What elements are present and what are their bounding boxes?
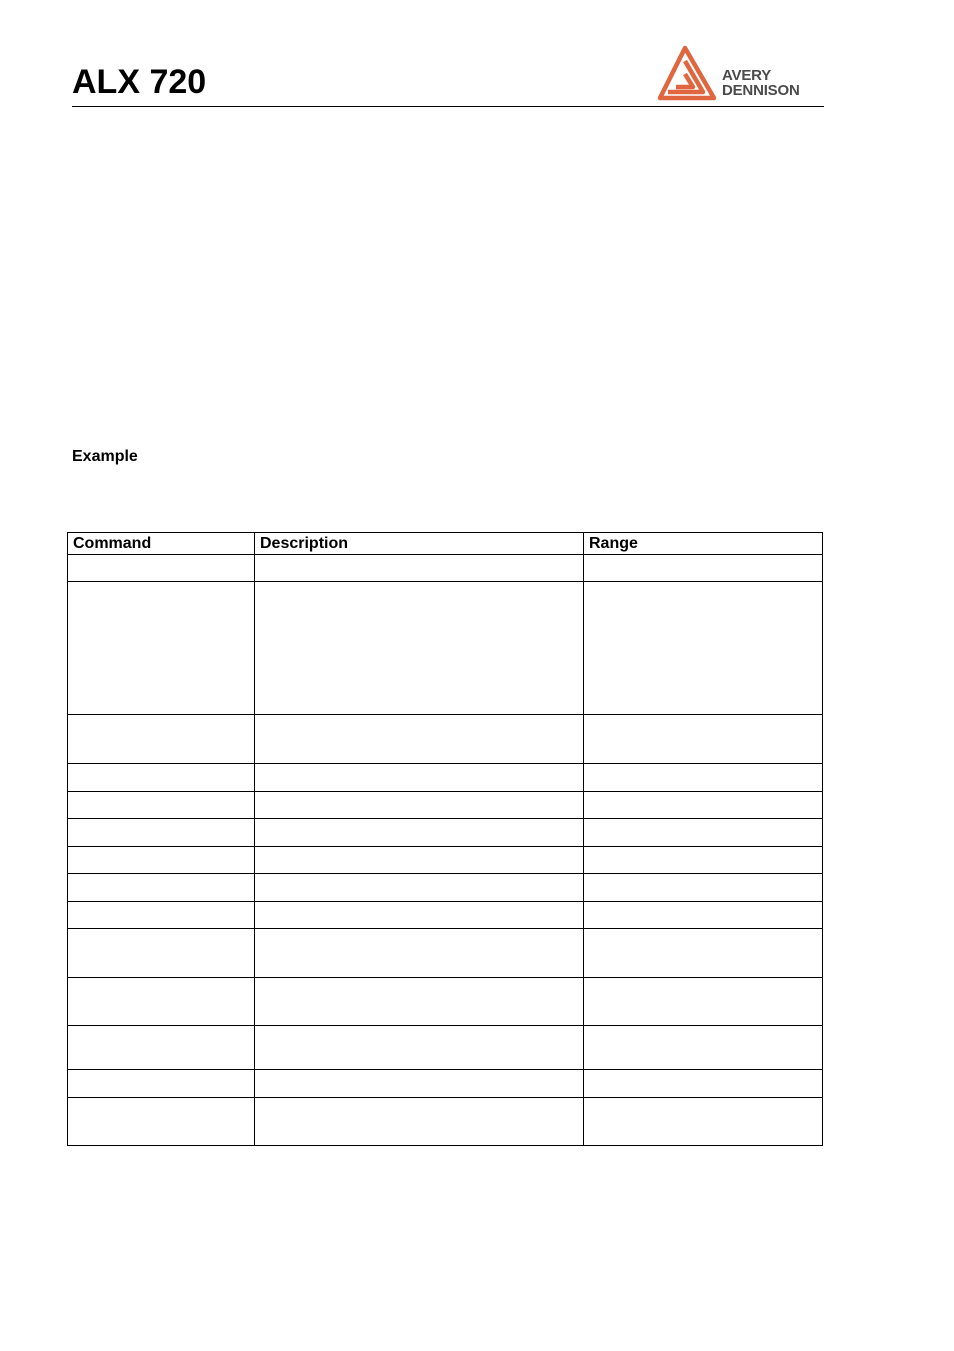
table-row bbox=[68, 1070, 823, 1098]
description-cell bbox=[255, 819, 584, 847]
table-row bbox=[68, 715, 823, 764]
description-cell bbox=[255, 902, 584, 929]
range-cell bbox=[584, 1070, 823, 1098]
command-cell bbox=[68, 1026, 255, 1070]
description-cell bbox=[255, 715, 584, 764]
description-cell bbox=[255, 929, 584, 978]
range-cell bbox=[584, 715, 823, 764]
command-cell bbox=[68, 819, 255, 847]
command-cell bbox=[68, 902, 255, 929]
range-cell bbox=[584, 582, 823, 715]
avery-dennison-logo bbox=[656, 44, 826, 104]
table-header-row bbox=[68, 533, 823, 555]
column-header-range: Range bbox=[584, 533, 823, 555]
range-cell bbox=[584, 792, 823, 819]
column-header-description: Description bbox=[255, 533, 584, 555]
table-row bbox=[68, 902, 823, 929]
table-row bbox=[68, 1026, 823, 1070]
range-cell bbox=[584, 819, 823, 847]
description-cell bbox=[255, 555, 584, 582]
command-cell bbox=[68, 874, 255, 902]
command-cell bbox=[68, 764, 255, 792]
description-cell bbox=[255, 1070, 584, 1098]
range-cell bbox=[584, 929, 823, 978]
command-cell bbox=[68, 792, 255, 819]
table-row bbox=[68, 792, 823, 819]
description-cell bbox=[255, 874, 584, 902]
description-cell bbox=[255, 1026, 584, 1070]
table-row bbox=[68, 847, 823, 874]
command-cell bbox=[68, 929, 255, 978]
command-cell bbox=[68, 847, 255, 874]
logo-line-dennison: DENNISON bbox=[722, 82, 800, 99]
table-row bbox=[68, 978, 823, 1026]
description-cell bbox=[255, 978, 584, 1026]
command-cell bbox=[68, 715, 255, 764]
table-row bbox=[68, 819, 823, 847]
logo-wordmark bbox=[722, 68, 800, 98]
description-cell bbox=[255, 764, 584, 792]
table-row bbox=[68, 874, 823, 902]
range-cell bbox=[584, 978, 823, 1026]
description-cell bbox=[255, 847, 584, 874]
command-cell bbox=[68, 1098, 255, 1146]
header-rule bbox=[72, 106, 824, 107]
description-cell bbox=[255, 792, 584, 819]
range-cell bbox=[584, 1026, 823, 1070]
table-row bbox=[68, 582, 823, 715]
table-body bbox=[68, 555, 823, 1146]
command-cell bbox=[68, 978, 255, 1026]
page-title: ALX 720 bbox=[72, 63, 207, 101]
range-cell bbox=[584, 1098, 823, 1146]
table-row bbox=[68, 764, 823, 792]
command-cell bbox=[68, 582, 255, 715]
table-row bbox=[68, 929, 823, 978]
description-cell bbox=[255, 582, 584, 715]
range-cell bbox=[584, 764, 823, 792]
section-heading-example: Example bbox=[72, 448, 138, 465]
logo-line-avery: AVERY bbox=[722, 67, 772, 84]
range-cell bbox=[584, 847, 823, 874]
range-cell bbox=[584, 555, 823, 582]
command-cell bbox=[68, 555, 255, 582]
avery-dennison-triangle-icon bbox=[656, 44, 718, 102]
range-cell bbox=[584, 874, 823, 902]
table-row bbox=[68, 1098, 823, 1146]
range-cell bbox=[584, 902, 823, 929]
command-table bbox=[67, 532, 823, 1146]
column-header-command: Command bbox=[68, 533, 255, 555]
command-cell bbox=[68, 1070, 255, 1098]
table-row bbox=[68, 555, 823, 582]
description-cell bbox=[255, 1098, 584, 1146]
